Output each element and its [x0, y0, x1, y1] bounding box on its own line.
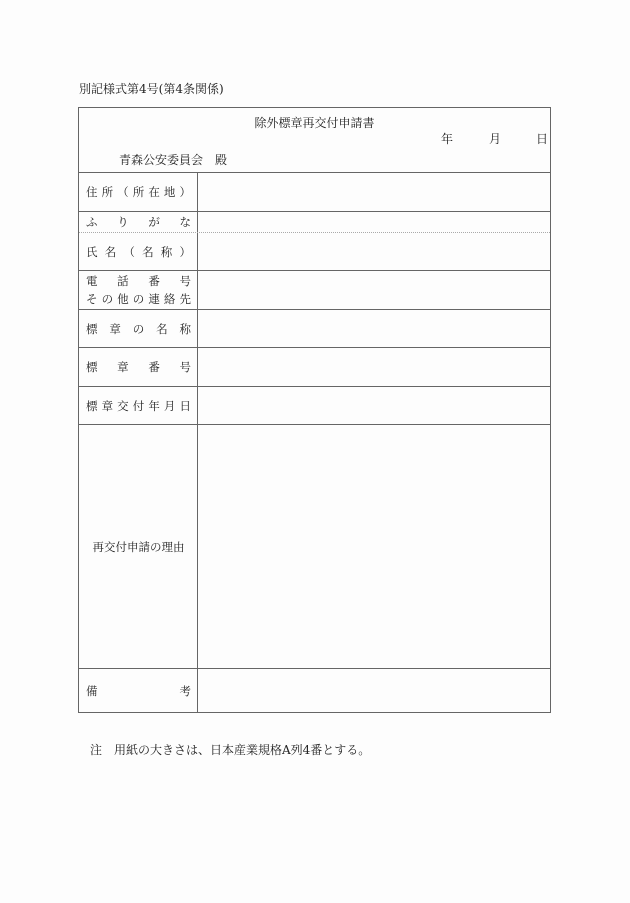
- label-name: 氏 名 （ 名 称 ）: [86, 244, 191, 259]
- date-day: 日: [536, 132, 549, 146]
- label-issue-date: 標 章 交 付 年 月 日: [86, 398, 191, 413]
- row-remarks[interactable]: [79, 668, 550, 713]
- label-sign-number: 標 章 番 号: [86, 360, 191, 374]
- date-month: 月: [489, 132, 502, 146]
- label-reason: 再交付申請の理由: [92, 539, 185, 554]
- row-reason[interactable]: [79, 424, 550, 668]
- date-year: 年: [441, 132, 454, 146]
- application-form: [78, 107, 551, 713]
- form-number: 別記様式第4号(第4条関係): [79, 82, 224, 96]
- form-title: 除外標章再交付申請書: [254, 116, 375, 130]
- label-furigana: ふ り が な: [86, 215, 191, 229]
- row-name[interactable]: [79, 232, 550, 270]
- row-address[interactable]: [79, 172, 550, 211]
- addressee: 青森公安委員会 殿: [119, 153, 228, 167]
- row-furigana[interactable]: [79, 211, 550, 232]
- paper-size-note: 注 用紙の大きさは、日本産業規格A列4番とする。: [90, 743, 371, 757]
- row-sign-name[interactable]: [79, 309, 550, 347]
- label-remarks: 備 考: [86, 684, 191, 698]
- label-phone: 電 話 番 号 そ の 他 の 連 絡 先: [86, 274, 191, 306]
- row-sign-number[interactable]: [79, 347, 550, 386]
- label-sign-name: 標 章 の 名 称: [86, 321, 191, 336]
- row-phone[interactable]: [79, 270, 550, 309]
- row-issue-date[interactable]: [79, 386, 550, 424]
- label-address: 住 所 （ 所 在 地 ）: [86, 185, 191, 199]
